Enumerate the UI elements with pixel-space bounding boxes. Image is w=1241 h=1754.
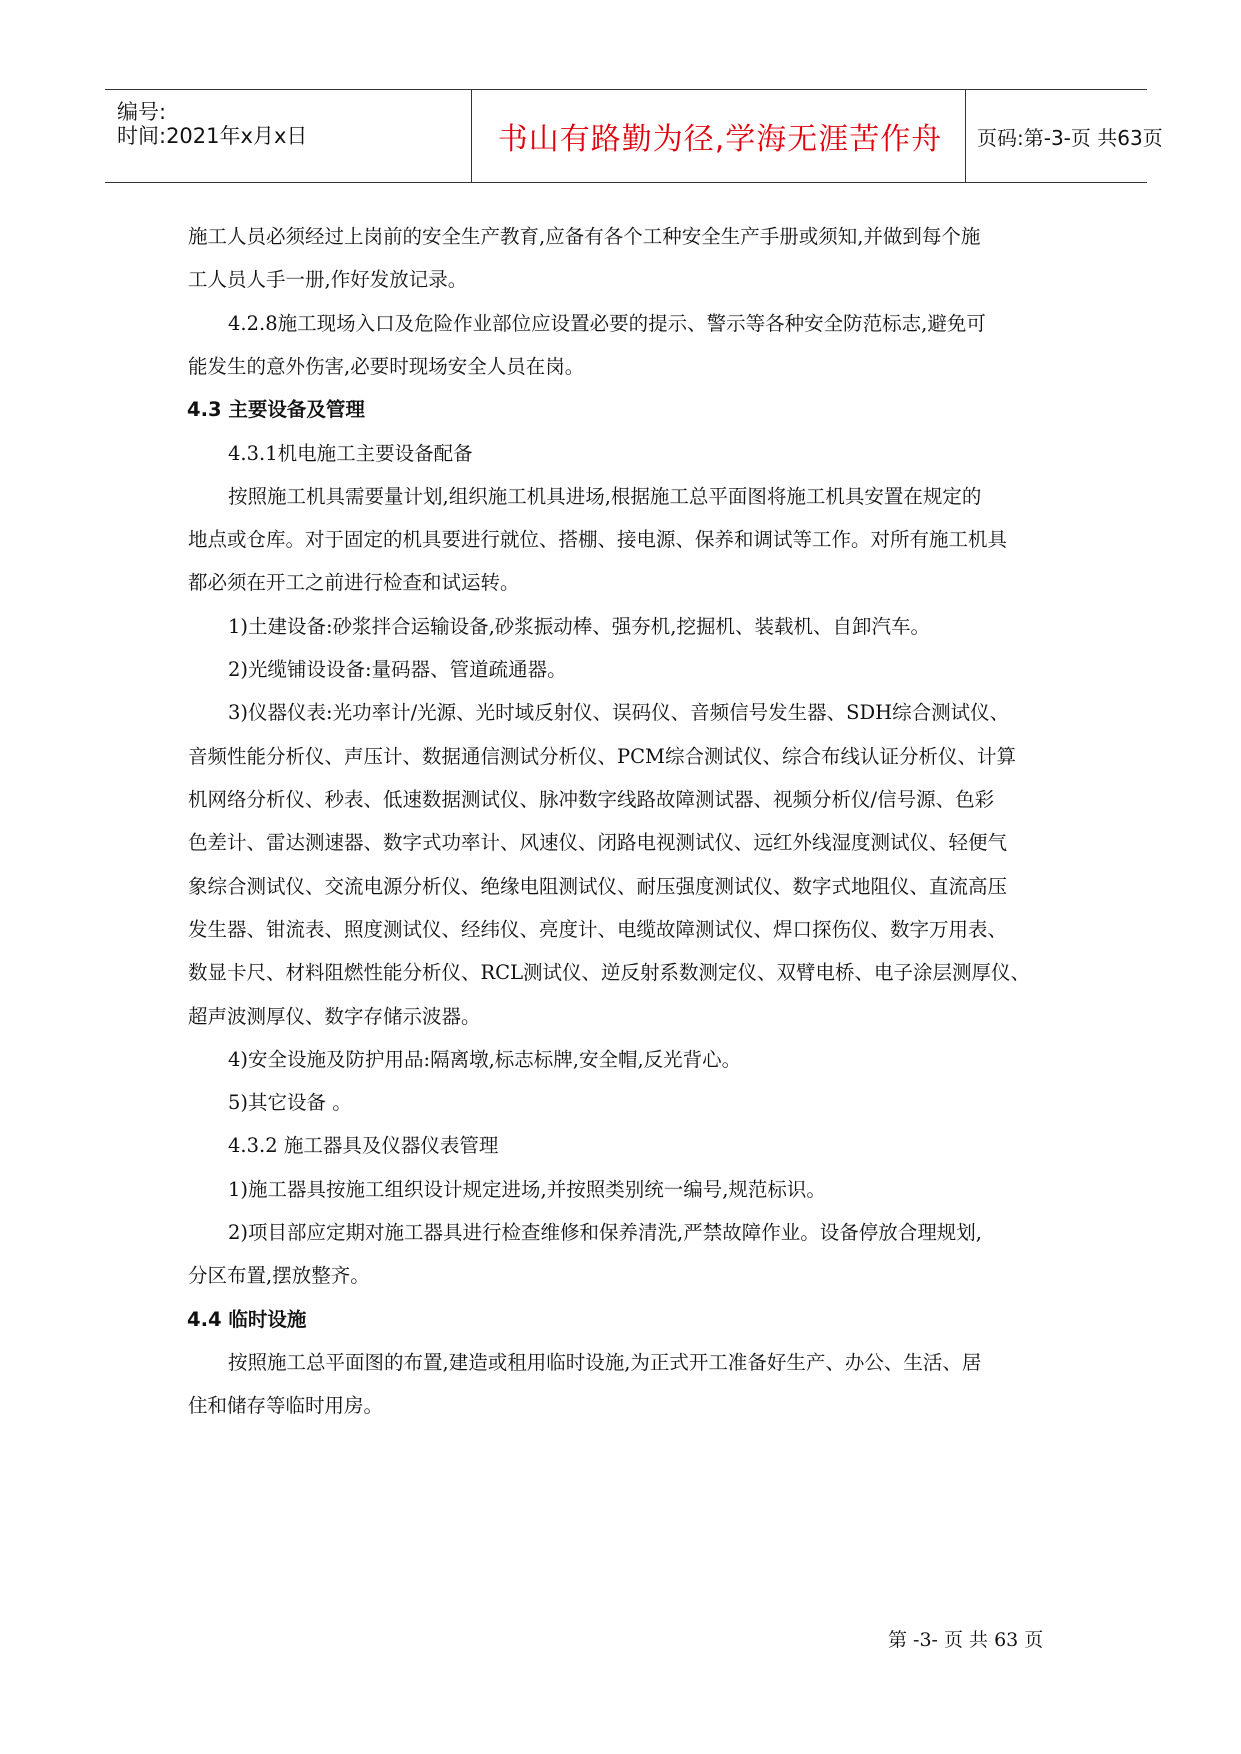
paragraph-line: 按照施工机具需要量计划,组织施工机具进场,根据施工总平面图将施工机具安置在规定的 xyxy=(228,485,982,508)
list-item-line: 数显卡尺、材料阻燃性能分析仪、RCL测试仪、逆反射系数测定仪、双臂电桥、电子涂层测厚仪、 xyxy=(188,961,1031,984)
list-item-line: 发生器、钳流表、照度测试仪、经纬仪、亮度计、电缆故障测试仪、焊口探伤仪、数字万用表、 xyxy=(188,918,1008,941)
paragraph-line: 地点或仓库。对于固定的机具要进行就位、搭棚、接电源、保养和调试等工作。对所有施工机具 xyxy=(188,528,1008,551)
list-item: 5)其它设备 。 xyxy=(228,1091,352,1114)
subsection-heading-4-3-2: 4.3.2 施工器具及仪器仪表管理 xyxy=(228,1134,499,1157)
list-item: 4)安全设施及防护用品:隔离墩,标志标牌,安全帽,反光背心。 xyxy=(228,1048,742,1071)
paragraph-line: 工人员人手一册,作好发放记录。 xyxy=(188,268,468,291)
header-motto-cell xyxy=(475,90,965,182)
header-page-label: 页码:第-3-页 共63页 xyxy=(977,125,1163,150)
header-divider xyxy=(471,90,472,182)
header-meta xyxy=(117,90,472,182)
list-item-line: 机网络分析仪、秒表、低速数据测试仪、脉冲数字线路故障测试器、视频分析仪/信号源、色彩 xyxy=(188,788,995,811)
paragraph-line: 住和储存等临时用房。 xyxy=(188,1394,384,1417)
paragraph-line: 4.2.8施工现场入口及危险作业部位应设置必要的提示、警示等各种安全防范标志,避免可 xyxy=(228,312,986,335)
header-page-cell xyxy=(977,90,1163,182)
list-item-line: 色差计、雷达测速器、数字式功率计、风速仪、闭路电视测试仪、远红外线湿度测试仪、轻便气 xyxy=(188,831,1008,854)
section-heading-4-3: 4.3 主要设备及管理 xyxy=(187,398,365,421)
paragraph-line: 施工人员必须经过上岗前的安全生产教育,应备有各个工种安全生产手册或须知,并做到每个施 xyxy=(188,225,981,248)
list-item: 1)施工器具按施工组织设计规定进场,并按照类别统一编号,规范标识。 xyxy=(228,1178,826,1201)
list-item: 2)项目部应定期对施工器具进行检查维修和保养清洗,严禁故障作业。设备停放合理规划, xyxy=(228,1221,982,1244)
header-divider xyxy=(965,90,966,182)
page-header xyxy=(105,89,1163,183)
page-footer: 第 -3- 页 共 63 页 xyxy=(888,1629,1044,1651)
document-number-label: 编号: xyxy=(117,100,167,124)
list-item-line: 分区布置,摆放整齐。 xyxy=(188,1264,370,1287)
list-item: 2)光缆铺设设备:量码器、管道疏通器。 xyxy=(228,658,567,681)
list-item-line: 音频性能分析仪、声压计、数据通信测试分析仪、PCM综合测试仪、综合布线认证分析仪、计算 xyxy=(188,745,1017,768)
document-time-label: 时间:2021年x月x日 xyxy=(117,124,308,148)
header-motto: 书山有路勤为径,学海无涯苦作舟 xyxy=(497,122,943,157)
list-item-line: 象综合测试仪、交流电源分析仪、绝缘电阻测试仪、耐压强度测试仪、数字式地阻仪、直流高压 xyxy=(188,875,1008,898)
list-item-line: 超声波测厚仪、数字存储示波器。 xyxy=(188,1005,481,1028)
subsection-heading-4-3-1: 4.3.1机电施工主要设备配备 xyxy=(228,442,473,465)
paragraph-line: 都必须在开工之前进行检查和试运转。 xyxy=(188,571,520,594)
paragraph-line: 按照施工总平面图的布置,建造或租用临时设施,为正式开工准备好生产、办公、生活、居 xyxy=(228,1351,982,1374)
paragraph-line: 能发生的意外伤害,必要时现场安全人员在岗。 xyxy=(188,355,585,378)
list-item: 3)仪器仪表:光功率计/光源、光时域反射仪、误码仪、音频信号发生器、SDH综合测试仪、 xyxy=(228,701,1010,724)
section-heading-4-4: 4.4 临时设施 xyxy=(187,1308,307,1331)
list-item: 1)土建设备:砂浆拌合运输设备,砂浆振动棒、强夯机,挖掘机、装载机、自卸汽车。 xyxy=(228,615,930,638)
